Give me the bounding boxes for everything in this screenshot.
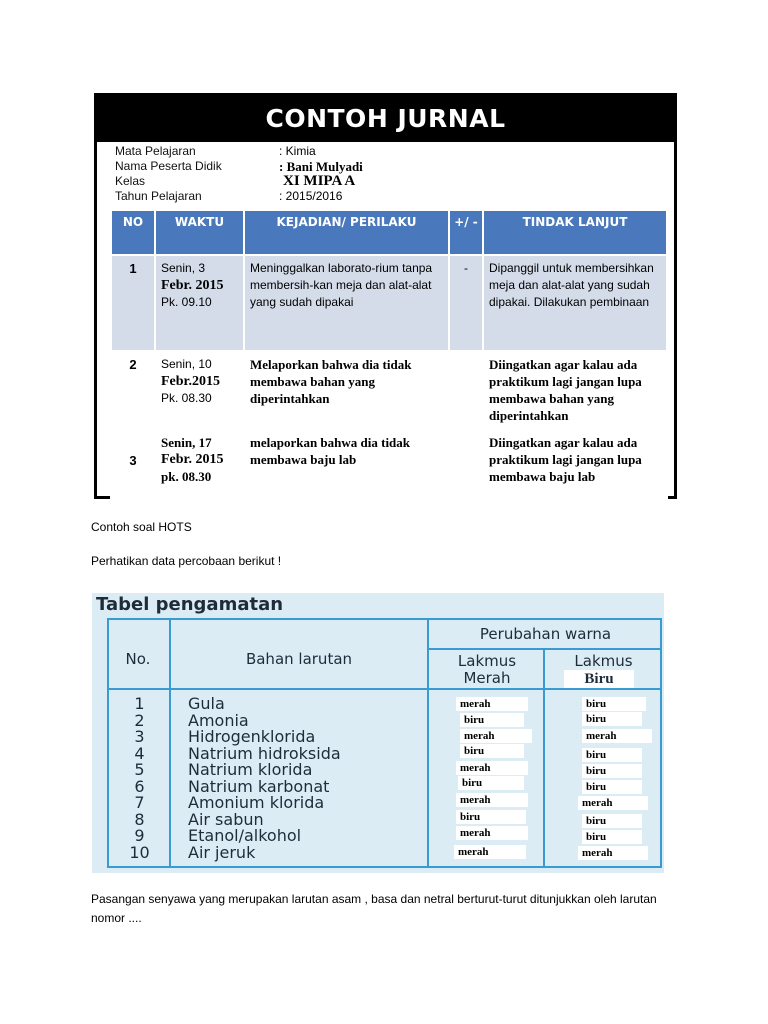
lakmus-merah-result: biru (456, 810, 526, 824)
bahan-label: Air jeruk (188, 842, 256, 862)
lakmus-merah-result: biru (460, 744, 524, 758)
cell-waktu (155, 351, 244, 429)
cell-tindak-lanjut: Diingatkan agar kalau ada praktikum lagi jangan lupa membawa baju lab (483, 429, 667, 523)
cell-kejadian: melaporkan bahwa dia tidak membawa baju lab (244, 429, 449, 523)
waktu-line: Febr. 2015 (161, 278, 224, 293)
header-no: NO (111, 210, 155, 255)
cell-tindak-lanjut: Diingatkan agar kalau ada praktikum lagi jangan lupa membawa bahan yang diperintahkan (483, 351, 667, 429)
cell-tindak-lanjut: Dipanggil untuk membersihkan meja dan alat-alat yang sudah dipakai. Dilakukan pembinaan (483, 255, 667, 351)
lakmus-merah-result: merah (456, 793, 528, 807)
jurnal-header-row (111, 210, 667, 255)
waktu-line: Senin, 3 (161, 261, 206, 275)
cell-plusminus: - (449, 255, 483, 351)
bahan-label: Natrium klorida (188, 760, 313, 779)
tabel-pengamatan (92, 593, 664, 873)
question-text: Pasangan senyawa yang merupakan larutan asam , basa dan netral berturut-turut ditunjukkan oleh larutan nomor .... (91, 892, 657, 925)
bahan-label: Amonia (188, 710, 249, 730)
row-number: 6 (134, 776, 145, 796)
row-number: 1 (134, 694, 145, 713)
info-value: : Bani Mulyadi (279, 159, 363, 174)
waktu-line: Febr.2015 (161, 374, 220, 389)
jurnal-title: CONTOH JURNAL (97, 96, 674, 142)
row-number: 2 (134, 710, 145, 730)
jurnal-image (94, 93, 677, 499)
cell-no: 2 (111, 351, 155, 429)
header-waktu: WAKTU (155, 210, 244, 255)
tabel-divider (427, 648, 662, 650)
cell-kejadian: Meninggalkan laborato-rium tanpa membersih-kan meja dan alat-alat yang sudah dipakai (244, 255, 449, 351)
row-number: 3 (134, 727, 145, 746)
header-no: No. (125, 650, 151, 668)
lakmus-biru-result: biru (582, 712, 642, 726)
tabel-divider (107, 688, 662, 690)
row-number: 8 (134, 809, 145, 829)
row-number: 5 (134, 760, 145, 779)
waktu-line: Senin, 10 (161, 357, 212, 371)
header-lakmus-merah: Lakmus Merah (457, 652, 517, 687)
tabel-divider (427, 618, 429, 868)
info-label: Nama Peserta Didik (115, 159, 222, 173)
lakmus-biru-result: biru (582, 814, 642, 828)
bahan-label: Hidrogenklorida (188, 727, 316, 746)
lakmus-biru-result: biru (582, 764, 642, 778)
info-value: XI MIPA A (283, 173, 356, 189)
row-number: 4 (134, 743, 145, 763)
waktu-line: Pk. 09.10 (161, 295, 212, 309)
table-row (111, 429, 667, 523)
info-label: Tahun Pelajaran (115, 189, 202, 203)
cell-plusminus (449, 429, 483, 523)
cell-kejadian: Melaporkan bahwa dia tidak membawa bahan yang diperintahkan (244, 351, 449, 429)
lakmus-merah-result: merah (460, 729, 532, 743)
lakmus-biru-result: merah (578, 846, 648, 860)
lakmus-merah-result: merah (456, 826, 528, 840)
bahan-label: Natrium hidroksida (188, 743, 341, 763)
header-kejadian: KEJADIAN/ PERILAKU (244, 210, 449, 255)
row-number: 10 (129, 842, 150, 862)
header-tindak-lanjut: TINDAK LANJUT (483, 210, 667, 255)
info-label: Mata Pelajaran (115, 144, 196, 158)
row-number: 9 (134, 826, 145, 845)
header-perubahan: Perubahan warna (479, 625, 612, 643)
bahan-label: Air sabun (188, 809, 264, 829)
lakmus-merah-result: merah (456, 697, 528, 711)
info-label: Kelas (115, 174, 146, 188)
header-lakmus-biru: Lakmus (574, 652, 633, 670)
jurnal-info (97, 142, 674, 209)
header-biru: Biru (584, 671, 614, 687)
lakmus-biru-result: biru (582, 748, 642, 762)
contoh-soal-heading: Contoh soal HOTS (91, 520, 192, 534)
lakmus-biru-result: biru (582, 780, 642, 794)
header-bahan: Bahan larutan (245, 650, 353, 668)
row-number: 7 (134, 793, 145, 812)
waktu-line: Senin, 17 (161, 435, 212, 450)
lakmus-merah-result: biru (458, 776, 524, 790)
cell-no: 3 (111, 429, 155, 523)
cell-no: 1 (111, 255, 155, 351)
cell-waktu (155, 255, 244, 351)
waktu-line: pk. 08.30 (161, 469, 212, 484)
waktu-line: Pk. 08.30 (161, 391, 212, 405)
table-row (111, 351, 667, 429)
lakmus-biru-result: biru (582, 830, 642, 844)
jurnal-table (110, 209, 668, 524)
lakmus-merah-result: merah (454, 845, 526, 859)
bahan-label: Amonium klorida (188, 793, 325, 812)
bahan-label: Natrium karbonat (188, 776, 330, 796)
cell-plusminus (449, 351, 483, 429)
perhatikan-text: Perhatikan data percobaan berikut ! (91, 554, 282, 568)
bahan-label: Etanol/alkohol (188, 826, 302, 845)
lakmus-merah-result: merah (456, 761, 528, 775)
info-value: : 2015/2016 (279, 189, 343, 203)
lakmus-biru-result: merah (578, 796, 648, 810)
table-row (111, 255, 667, 351)
lakmus-biru-result: biru (582, 697, 646, 711)
cell-waktu (155, 429, 244, 523)
tabel-title: Tabel pengamatan (96, 594, 284, 615)
tabel-divider (543, 648, 545, 868)
waktu-line: Febr. 2015 (161, 452, 224, 467)
info-value: : Kimia (279, 144, 316, 158)
header-plusminus: +/ - (449, 210, 483, 255)
bahan-label: Gula (188, 694, 225, 713)
lakmus-biru-result: merah (582, 729, 652, 743)
lakmus-merah-result: biru (460, 713, 524, 727)
